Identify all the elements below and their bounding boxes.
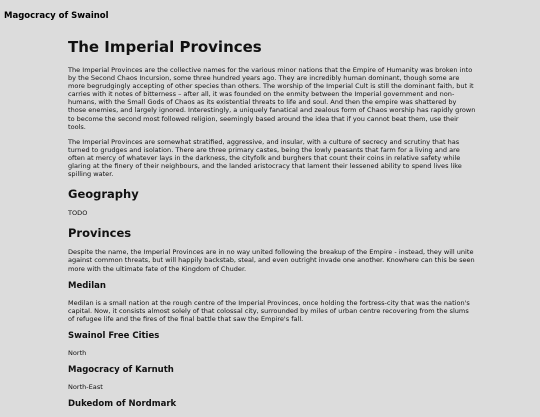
page-title: The Imperial Provinces	[68, 38, 262, 56]
provinces-text: Despite the name, the Imperial Provinces are in no way united following the breakup of the Empire - instead, they will unite against common threats, but will happily backstab, steal, and even outright invade one another. Knowhere can this be seen more with the ultimate fate of the Kingdom of Chuder.	[68, 248, 475, 273]
geography-text: TODO	[68, 209, 88, 218]
medilan-heading: Medilan	[68, 280, 106, 291]
article-content	[68, 38, 476, 417]
dukedom-of-nordmark-heading: Dukedom of Nordmark	[68, 399, 177, 410]
medilan-text: Medilan is a small nation at the rough centre of the Imperial Provinces, once holding the fortress-city that was the nation's capital. Now, it consists almost solely of that colossal city, surrounded by miles of urban centre recovering from the slums of refugee life and the fires of the final battle that saw the Empire's fall.	[68, 298, 470, 323]
swainol-free-cities-text: North	[68, 348, 87, 357]
provinces-heading: Provinces	[68, 226, 132, 241]
magocracy-of-karnuth-text: North-East	[68, 382, 103, 391]
intro-paragraph-2: The Imperial Provinces are somewhat stratified, aggressive, and insular, with a culture of secrecy and scrutiny that has turned to grudges and isolation. There are three primary castes, being the lowly peasants that farm for a living and are often at mercy of whatever lays in the darkness, the cityfolk and burghers that count their coins in relative safety while glaring at the finery of their neighbours, and the landed aristocracy that lament their lessened ability to spend lives like spilling water.	[68, 137, 462, 179]
site-title[interactable]: Magocracy of Swainol	[4, 11, 109, 21]
intro-paragraph-1: The Imperial Provinces are the collective names for the various minor nations that the Empire of Humanity was broken into by the Second Chaos Incursion, some three hundred years ago. They are incredibly human dominant, though some are more begrudgingly accepting of other species than others. The worship of the Imperial Cult is still the dominant faith, but it carries with it notes of bitterness – after all, it was founded on the enmity between the Imperial government and non-humans, with the Small Gods of Chaos as its existential threats to life and soul. And then the empire was shattered by those enemies, and largely ignored. Interestingly, a uniquely fanatical and zealous form of Chaos worship has rapidly grown to become the second most followed religion, seemingly based around the idea that if you cannot beat them, use their tools.	[68, 66, 476, 131]
swainol-free-cities-heading: Swainol Free Cities	[68, 330, 160, 341]
geography-heading: Geography	[68, 187, 139, 202]
magocracy-of-karnuth-heading: Magocracy of Karnuth	[68, 364, 174, 375]
